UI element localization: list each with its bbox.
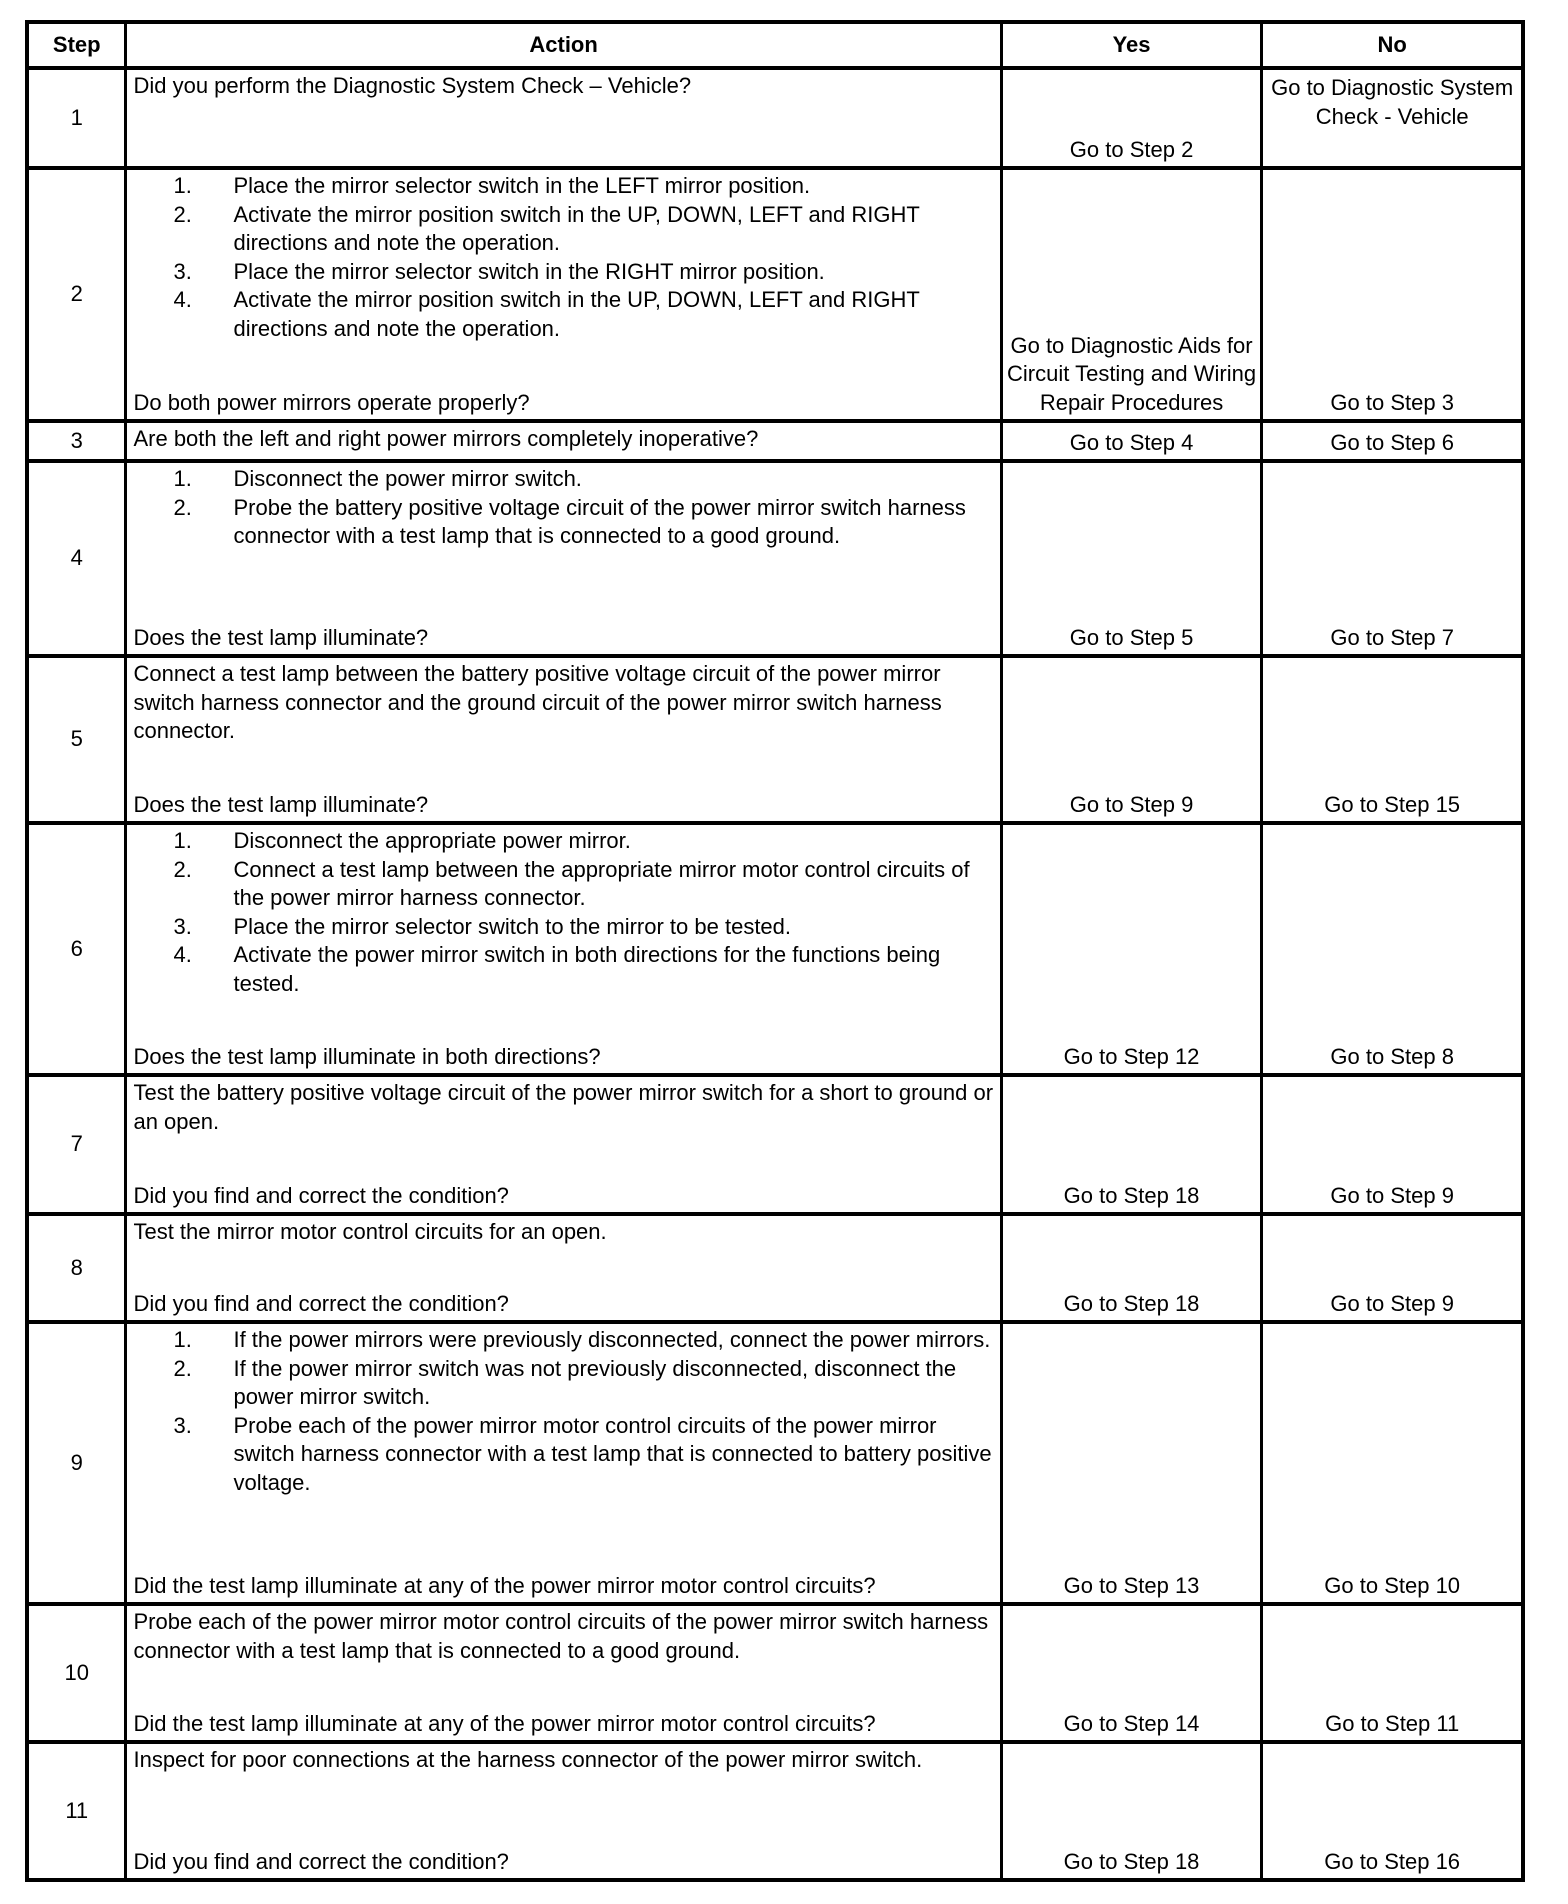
instruction-text: Probe the battery positive voltage circuit of the power mirror switch harness connector with a test lamp that is connected to a good ground. bbox=[233, 494, 966, 548]
yes-result: Go to Step 9 bbox=[1000, 658, 1261, 821]
instruction-number: 1. bbox=[173, 173, 192, 198]
action-cell bbox=[124, 658, 999, 821]
table-row bbox=[29, 1740, 1521, 1878]
no-result: Go to Step 11 bbox=[1260, 1606, 1521, 1740]
header-yes: Yes bbox=[1000, 24, 1261, 66]
step-number: 6 bbox=[70, 935, 83, 961]
table-row bbox=[29, 654, 1521, 821]
no-result: Go to Step 10 bbox=[1260, 1324, 1521, 1602]
instruction-text: Place the mirror selector switch in the RIGHT mirror position. bbox=[233, 258, 825, 284]
instruction-number: 1. bbox=[173, 1327, 192, 1352]
action-instructions bbox=[133, 425, 993, 454]
instruction-text: Activate the power mirror switch in both directions for the functions being tested. bbox=[233, 942, 941, 996]
action-instructions bbox=[133, 1079, 993, 1136]
action-question: Did the test lamp illuminate at any of the power mirror motor control circuits? bbox=[133, 1572, 876, 1598]
no-result: Go to Step 9 bbox=[1260, 1216, 1521, 1320]
instruction-item bbox=[133, 465, 993, 494]
action-question: Does the test lamp illuminate in both directions? bbox=[133, 1043, 601, 1069]
instruction-text: Place the mirror selector switch in the LEFT mirror position. bbox=[233, 173, 811, 198]
action-cell bbox=[124, 1744, 999, 1878]
action-instructions bbox=[133, 465, 993, 551]
step-number: 9 bbox=[70, 1449, 83, 1475]
no-result: Go to Diagnostic System Check - Vehicle bbox=[1260, 70, 1521, 166]
instruction-number: 1. bbox=[173, 466, 192, 491]
header-no: No bbox=[1260, 24, 1521, 66]
instruction-number: 4. bbox=[173, 287, 192, 312]
yes-result: Go to Diagnostic Aids for Circuit Testing and Wiring Repair Procedures bbox=[1000, 170, 1261, 419]
step-number: 7 bbox=[70, 1131, 83, 1157]
instruction-text: Connect a test lamp between the appropriate mirror motor control circuits of the power mirror harness connector. bbox=[233, 856, 970, 910]
action-question: Does the test lamp illuminate? bbox=[133, 791, 429, 817]
instruction-item bbox=[133, 201, 993, 258]
action-cell bbox=[124, 1606, 999, 1740]
instruction-number: 3. bbox=[173, 1412, 192, 1438]
instruction-number: 4. bbox=[173, 942, 192, 967]
instruction-item bbox=[133, 1412, 993, 1498]
instruction-item bbox=[133, 286, 993, 343]
yes-result: Go to Step 2 bbox=[1000, 70, 1261, 166]
yes-result: Go to Step 18 bbox=[1000, 1744, 1261, 1878]
instruction-item bbox=[133, 172, 993, 201]
no-result: Go to Step 16 bbox=[1260, 1744, 1521, 1878]
instruction-number: 2. bbox=[173, 201, 192, 227]
table-row bbox=[29, 166, 1521, 419]
step-number: 11 bbox=[65, 1797, 89, 1823]
action-instructions bbox=[133, 1608, 993, 1665]
instruction-item bbox=[133, 941, 993, 998]
action-question: Does the test lamp illuminate? bbox=[133, 624, 429, 650]
action-cell bbox=[124, 1324, 999, 1602]
action-cell bbox=[124, 70, 999, 166]
instruction-item bbox=[133, 494, 993, 551]
table-row bbox=[29, 1602, 1521, 1740]
table-row bbox=[29, 1212, 1521, 1320]
instruction-item bbox=[133, 856, 993, 913]
instruction-text: Disconnect the power mirror switch. bbox=[233, 466, 582, 491]
action-instructions bbox=[133, 172, 993, 343]
instruction-number: 1. bbox=[173, 828, 192, 853]
step-number: 10 bbox=[64, 1659, 89, 1685]
action-question: Do both power mirrors operate properly? bbox=[133, 389, 530, 415]
instruction-number: 2. bbox=[173, 494, 192, 520]
step-number: 3 bbox=[70, 427, 83, 453]
instruction-text: Disconnect the appropriate power mirror. bbox=[233, 828, 631, 853]
instruction-number: 3. bbox=[173, 913, 192, 939]
yes-result: Go to Step 18 bbox=[1000, 1216, 1261, 1320]
header-step: Step bbox=[52, 31, 101, 57]
step-number: 5 bbox=[70, 726, 83, 752]
action-text: Test the mirror motor control circuits for an open. bbox=[133, 1219, 607, 1244]
instruction-text: Probe each of the power mirror motor control circuits of the power mirror switch harness connector with a test lamp that is connected to battery positive voltage. bbox=[233, 1412, 992, 1495]
table-header-row bbox=[29, 24, 1521, 66]
instruction-text: If the power mirror switch was not previously disconnected, disconnect the power mirror switch. bbox=[233, 1355, 957, 1409]
step-number: 8 bbox=[70, 1254, 83, 1280]
action-instructions bbox=[133, 1746, 993, 1775]
step-number: 1 bbox=[70, 104, 83, 130]
instruction-item bbox=[133, 1355, 993, 1412]
yes-result: Go to Step 14 bbox=[1000, 1606, 1261, 1740]
table-row bbox=[29, 459, 1521, 654]
table-row bbox=[29, 66, 1521, 166]
action-question: Did you find and correct the condition? bbox=[133, 1848, 509, 1874]
action-cell bbox=[124, 1077, 999, 1212]
no-result: Go to Step 8 bbox=[1260, 825, 1521, 1073]
instruction-item bbox=[133, 1326, 993, 1355]
action-text: Are both the left and right power mirrors completely inoperative? bbox=[133, 426, 759, 451]
yes-result: Go to Step 12 bbox=[1000, 825, 1261, 1073]
action-text: Inspect for poor connections at the harness connector of the power mirror switch. bbox=[133, 1747, 923, 1772]
action-text: Test the battery positive voltage circuit of the power mirror switch for a short to ground or an open. bbox=[133, 1080, 994, 1134]
action-cell bbox=[124, 463, 999, 654]
action-text: Connect a test lamp between the battery positive voltage circuit of the power mirror switch harness connector and the ground circuit of the power mirror switch harness connector. bbox=[133, 661, 942, 743]
no-result: Go to Step 15 bbox=[1260, 658, 1521, 821]
action-cell bbox=[124, 423, 999, 459]
no-result: Go to Step 6 bbox=[1260, 423, 1521, 459]
instruction-item bbox=[133, 913, 993, 942]
action-instructions bbox=[133, 1218, 993, 1247]
instruction-number: 3. bbox=[173, 258, 192, 284]
instruction-item bbox=[133, 258, 993, 287]
step-number: 4 bbox=[70, 545, 83, 571]
instruction-number: 2. bbox=[173, 856, 192, 882]
action-question: Did you find and correct the condition? bbox=[133, 1182, 509, 1208]
action-question: Did you find and correct the condition? bbox=[133, 1290, 509, 1316]
yes-result: Go to Step 5 bbox=[1000, 463, 1261, 654]
no-result: Go to Step 9 bbox=[1260, 1077, 1521, 1212]
no-result: Go to Step 3 bbox=[1260, 170, 1521, 419]
table-row bbox=[29, 821, 1521, 1073]
action-cell bbox=[124, 1216, 999, 1320]
instruction-text: Place the mirror selector switch to the mirror to be tested. bbox=[233, 913, 792, 939]
yes-result: Go to Step 4 bbox=[1000, 423, 1261, 459]
header-action: Action bbox=[124, 24, 999, 66]
yes-result: Go to Step 18 bbox=[1000, 1077, 1261, 1212]
table-row bbox=[29, 419, 1521, 459]
action-cell bbox=[124, 825, 999, 1073]
instruction-number: 2. bbox=[173, 1355, 192, 1381]
diagnostic-table bbox=[25, 20, 1525, 1882]
action-instructions bbox=[133, 72, 993, 101]
instruction-text: Activate the mirror position switch in the UP, DOWN, LEFT and RIGHT directions and note the operation. bbox=[233, 287, 920, 341]
action-instructions bbox=[133, 1326, 993, 1497]
action-question: Did the test lamp illuminate at any of the power mirror motor control circuits? bbox=[133, 1710, 876, 1736]
action-cell bbox=[124, 170, 999, 419]
table-row bbox=[29, 1320, 1521, 1602]
no-result: Go to Step 7 bbox=[1260, 463, 1521, 654]
instruction-item bbox=[133, 827, 993, 856]
instruction-text: If the power mirrors were previously disconnected, connect the power mirrors. bbox=[233, 1327, 991, 1352]
step-number: 2 bbox=[70, 281, 83, 307]
action-text: Probe each of the power mirror motor control circuits of the power mirror switch harness connector with a test lamp that is connected to a good ground. bbox=[133, 1609, 989, 1663]
table-row bbox=[29, 1073, 1521, 1212]
instruction-text: Activate the mirror position switch in the UP, DOWN, LEFT and RIGHT directions and note the operation. bbox=[233, 201, 920, 255]
yes-result: Go to Step 13 bbox=[1000, 1324, 1261, 1602]
action-instructions bbox=[133, 827, 993, 998]
action-text: Did you perform the Diagnostic System Check – Vehicle? bbox=[133, 73, 692, 98]
action-instructions bbox=[133, 660, 993, 746]
